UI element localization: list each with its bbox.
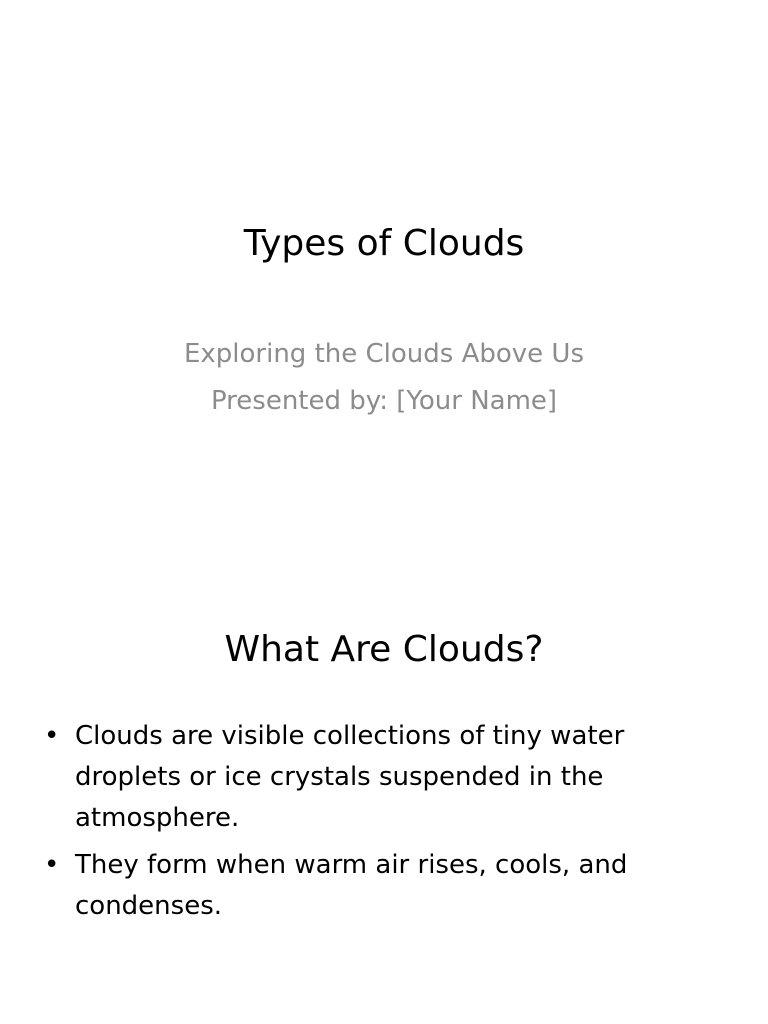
slide-title: What Are Clouds? xyxy=(224,629,544,670)
content-slide xyxy=(0,576,768,1024)
bullet-item xyxy=(40,716,680,839)
bullet-text: Clouds are visible collections of tiny water droplets or ice crystals suspended in the atmosphere. xyxy=(75,721,625,833)
subtitle-line: Presented by: [Your Name] xyxy=(210,386,558,416)
bullet-icon: • xyxy=(44,721,60,751)
subtitle-line: Exploring the Clouds Above Us xyxy=(183,339,585,369)
slide-subtitle xyxy=(0,331,768,425)
bullet-icon: • xyxy=(44,850,60,880)
bullet-text: They form when warm air rises, cools, and condenses. xyxy=(75,850,628,921)
bullet-list xyxy=(40,716,680,933)
bullet-item xyxy=(40,845,680,927)
slide-title: Types of Clouds xyxy=(243,223,525,264)
